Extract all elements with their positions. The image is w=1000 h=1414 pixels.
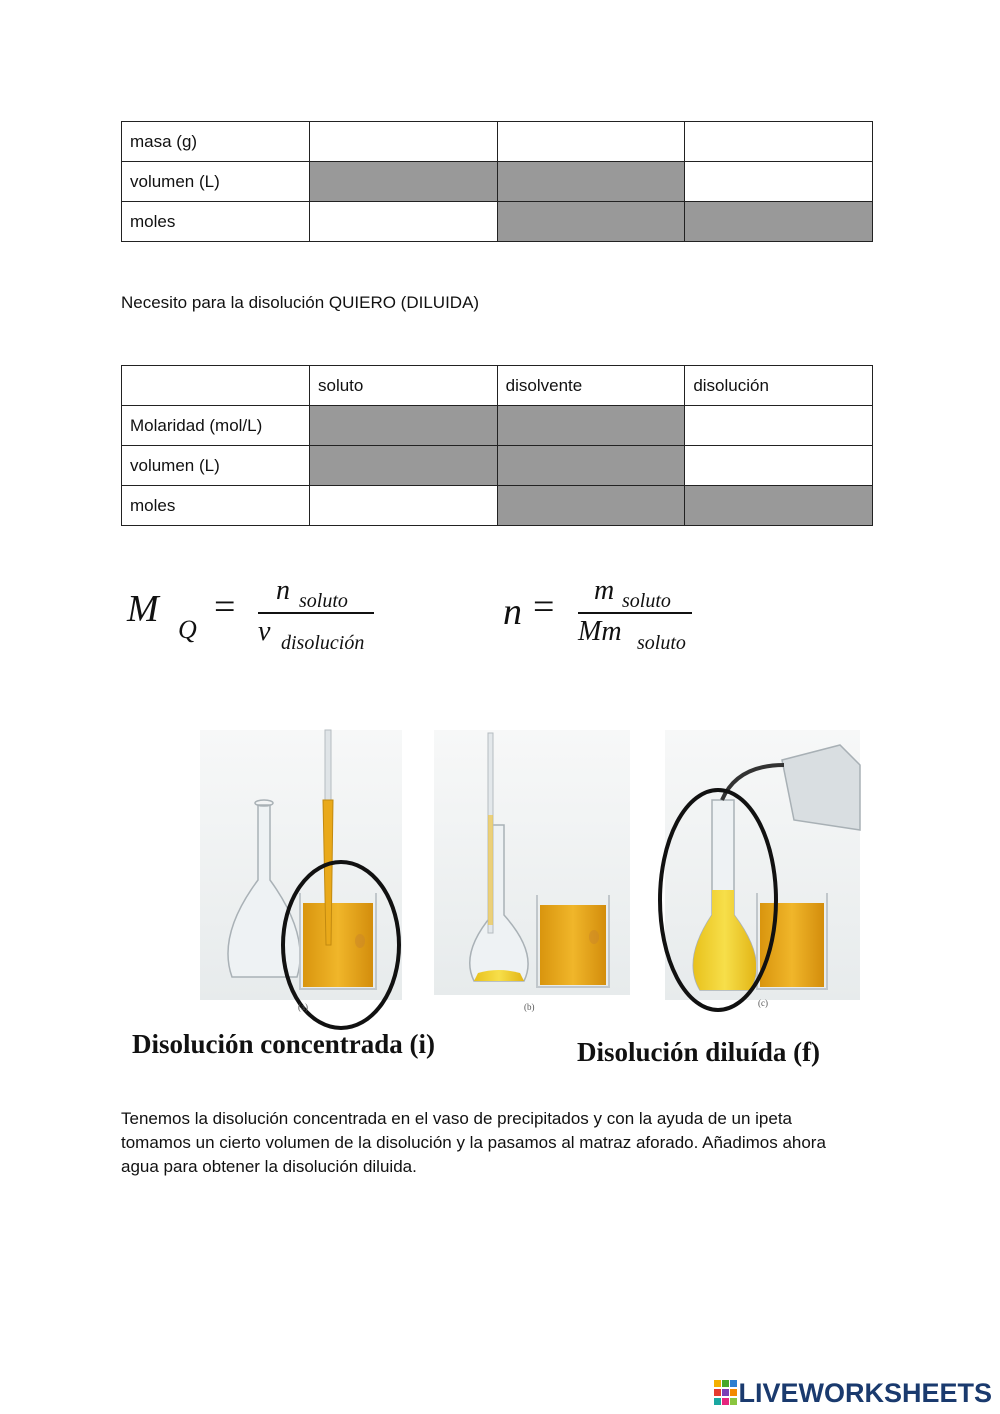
logo-text: LIVEWORKSHEETS [738, 1377, 992, 1408]
formula-numerator: n [276, 575, 290, 606]
blocked-cell [497, 202, 685, 242]
blocked-cell [310, 446, 498, 486]
blocked-cell [310, 406, 498, 446]
table-row [122, 446, 873, 486]
blocked-cell [685, 486, 873, 526]
row-label: moles [122, 202, 310, 242]
answer-cell[interactable] [685, 406, 873, 446]
row-label: moles [122, 486, 310, 526]
header-cell: disolución [685, 366, 873, 406]
pipette-liquid [488, 815, 493, 925]
label-c: (c) [758, 998, 768, 1008]
formula-numerator-sub: soluto [299, 590, 348, 612]
header-cell: disolvente [497, 366, 685, 406]
answer-input[interactable] [318, 126, 493, 158]
label-a: (a) [298, 1002, 308, 1012]
section-heading: Necesito para la disolución QUIERO (DILUIDA) [121, 293, 480, 312]
beaker-label [589, 930, 599, 944]
formula-numerator-sub: soluto [622, 590, 671, 612]
answer-input[interactable] [318, 206, 493, 238]
answer-cell[interactable] [685, 122, 873, 162]
formula-lhs: M [127, 588, 159, 630]
table-row [122, 202, 873, 242]
answer-cell[interactable] [310, 122, 498, 162]
answer-input[interactable] [506, 126, 681, 158]
answer-cell[interactable] [685, 162, 873, 202]
row-label: volumen (L) [122, 446, 310, 486]
blocked-cell [310, 162, 498, 202]
blocked-cell [497, 162, 685, 202]
fraction-bar [258, 612, 374, 614]
header-cell: soluto [310, 366, 498, 406]
formula-lhs-sub: Q [178, 615, 197, 644]
row-label: volumen (L) [122, 162, 310, 202]
blocked-cell [685, 202, 873, 242]
pipette-top [325, 730, 331, 800]
beaker-label [355, 934, 365, 948]
answer-cell[interactable] [685, 446, 873, 486]
formula-equals: = [214, 586, 236, 628]
caption-concentrated: Disolución concentrada (i) [132, 1029, 435, 1059]
table-molaridad-volumen-moles [121, 365, 873, 526]
formula-numerator: m [594, 575, 615, 606]
answer-cell[interactable] [310, 202, 498, 242]
table-row [122, 162, 873, 202]
answer-cell[interactable] [310, 486, 498, 526]
blocked-cell [497, 486, 685, 526]
formula-lhs: n [503, 591, 522, 633]
liveworksheets-logo [714, 1378, 992, 1408]
answer-input[interactable] [693, 126, 868, 158]
header-cell-empty [122, 366, 310, 406]
caption-diluted: Disolución diluída (f) [577, 1037, 821, 1067]
formula-denominator: v [258, 616, 271, 647]
table-row [122, 122, 873, 162]
beaker-liquid [540, 905, 606, 985]
answer-input[interactable] [693, 166, 868, 198]
fraction-bar [578, 612, 692, 614]
answer-input[interactable] [693, 410, 868, 442]
formula-equals: = [533, 586, 555, 628]
blocked-cell [497, 406, 685, 446]
logo-icon [714, 1380, 738, 1406]
row-label: Molaridad (mol/L) [122, 406, 310, 446]
row-label: masa (g) [122, 122, 310, 162]
table-row [122, 486, 873, 526]
explanation-paragraph: Tenemos la disolución concentrada en el vaso de precipitados y con la ayuda de un ipeta tomamos un cierto volumen de la disolución y la pasamos al matraz aforado. Añadimos ahora agua para obtener la disolución diluida. [121, 1109, 826, 1176]
answer-input[interactable] [318, 490, 493, 522]
wash-bottle [782, 745, 860, 830]
formula-denominator: Mm [578, 616, 622, 647]
table-masa-volumen-moles [121, 121, 873, 242]
formula-denominator-sub: soluto [637, 632, 686, 654]
blocked-cell [497, 446, 685, 486]
formula-denominator-sub: disolución [281, 632, 365, 654]
table-row [122, 406, 873, 446]
label-b: (b) [524, 1002, 535, 1012]
answer-cell[interactable] [497, 122, 685, 162]
answer-input[interactable] [693, 450, 868, 482]
table-header-row [122, 366, 873, 406]
dilution-photo [122, 705, 868, 1075]
